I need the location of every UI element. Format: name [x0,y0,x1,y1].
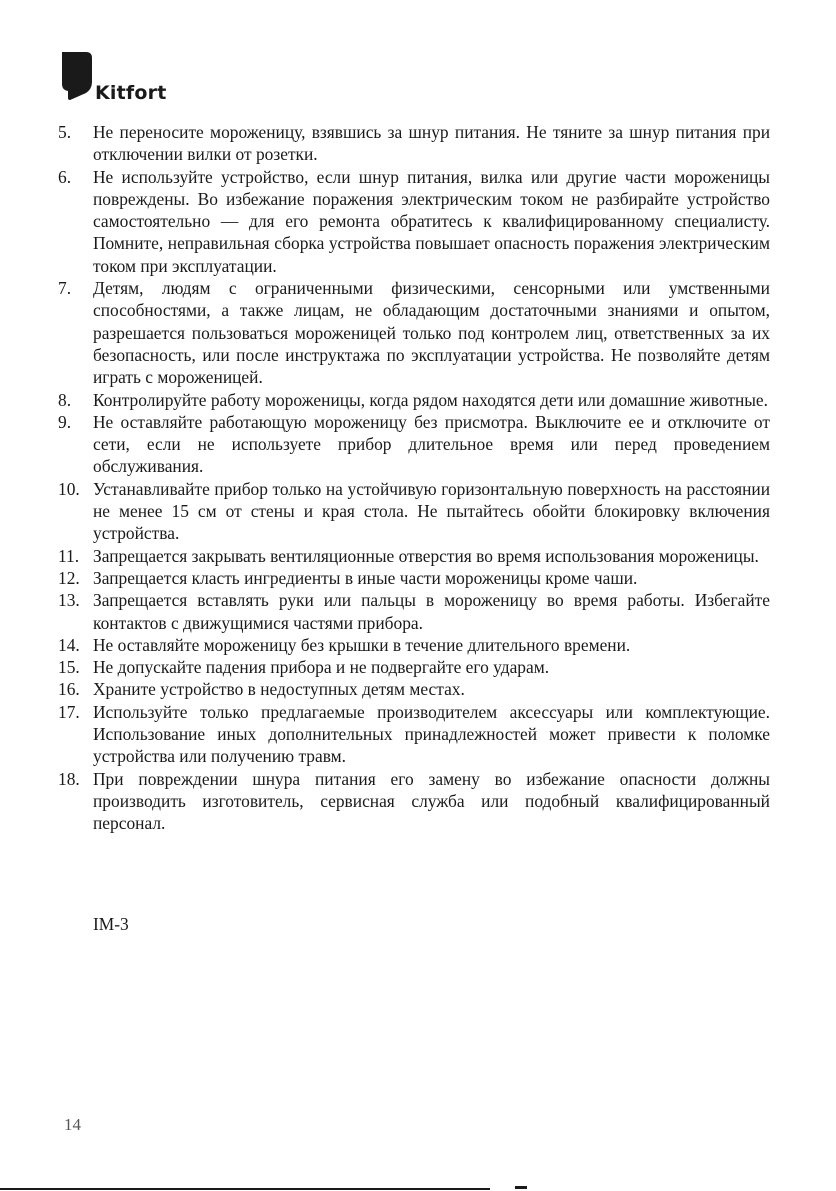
item-number: 14. [58,634,80,655]
list-item [58,634,770,656]
item-text: Запрещается класть ингредиенты в иные части мороженицы кроме чаши. [93,567,638,588]
item-text: Не используйте устройство, если шнур питания, вилка или другие части мороженицы повреждены. Во избежание поражения электрическим током не разбирайте устройство самостоятельно — для его ремонта обратитесь к квалифицированному специалисту. Помните, неправильная сборка устройства повышает опасность поражения электрическим током при эксплуатации. [93,166,770,276]
item-text: Запрещается вставлять руки или пальцы в мороженицу во время работы. Избегайте контактов с движущимися частями прибора. [93,590,770,633]
list-item [58,411,770,478]
item-text: Не оставляйте мороженицу без крышки в течение длительного времени. [93,634,631,655]
item-number: 11. [58,545,80,566]
item-number: 10. [58,478,80,499]
item-text: Не переносите мороженицу, взявшись за шнур питания. Не тяните за шнур питания при отключении вилки от розетки. [93,122,770,165]
kitfort-logo [62,52,167,104]
list-item [58,389,770,411]
list-item [58,656,770,678]
list-item [58,545,770,567]
item-text: Устанавливайте прибор только на устойчивую горизонтальную поверхность на расстоянии не менее 15 см от стены и края стола. Не пытайтесь обойти блокировку включения устройства. [93,478,770,544]
safety-instructions-list [58,121,770,835]
item-number: 8. [58,389,72,410]
item-text: Используйте только предлагаемые производителем аксессуары или комплектующие. Использование иных дополнительных принадлежностей может привести к поломке устройства или получению травм. [93,701,770,767]
logo-wordmark: Kitfort [95,82,167,104]
item-number: 6. [58,166,72,187]
list-item [58,478,770,545]
page-number: 14 [64,1115,81,1134]
item-text: Не допускайте падения прибора и не подвергайте его ударам. [93,657,550,678]
item-number: 16. [58,679,80,700]
list-item [58,701,770,768]
item-number: 15. [58,657,80,678]
bottom-divider [0,1188,490,1190]
item-number: 9. [58,411,72,432]
list-item [58,678,770,700]
list-item [58,768,770,835]
bottom-crop-mark [515,1186,527,1189]
item-text: При повреждении шнура питания его замену во избежание опасности должны производить изготовитель, сервисная служба или подобный квалифицированный персонал. [93,768,770,834]
list-item [58,121,770,166]
item-number: 12. [58,567,80,588]
item-text: Запрещается закрывать вентиляционные отверстия во время использования мороженицы. [93,545,759,566]
list-item [58,166,770,277]
item-number: 17. [58,701,80,722]
item-text: Храните устройство в недоступных детям местах. [93,679,465,700]
item-number: 5. [58,122,72,142]
list-item [58,277,770,388]
item-text: Контролируйте работу мороженицы, когда рядом находятся дети или домашние животные. [93,389,768,410]
item-number: 13. [58,590,80,611]
list-item [58,567,770,589]
item-number: 18. [58,768,80,789]
list-item [58,589,770,634]
item-number: 7. [58,278,72,299]
item-text: Детям, людям с ограниченными физическими, сенсорными или умственными способностями, а также лицам, не обладающим достаточными знаниями и опытом, разрешается пользоваться мороженицей только под контролем лиц, ответственных за их безопасность, или после инструктажа по эксплуатации устройства. Не позволяйте детям играть с мороженицей. [93,278,770,388]
item-text: Не оставляйте работающую мороженицу без присмотра. Выключите ее и отключите от сети, если не используете прибор длительное время или перед проведением обслуживания. [93,411,770,477]
model-name: IM-3 [93,914,129,934]
kitfort-logo-icon [62,52,92,100]
